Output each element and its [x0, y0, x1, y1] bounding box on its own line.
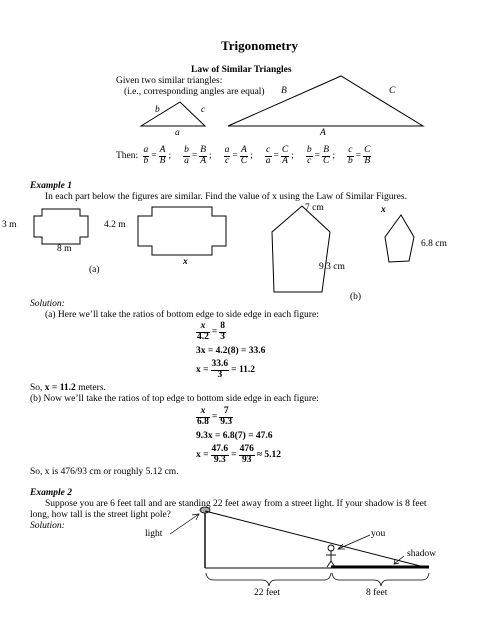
equation-b2: 9.3x = 6.8(7) = 47.6 — [196, 431, 273, 441]
fraction — [265, 146, 272, 167]
equals-sign: = — [355, 151, 362, 162]
example2-line1: Suppose you are 6 feet tall and are standing 22 feet away from a street light. If your shadow is 8 feet — [45, 499, 427, 509]
law-heading: Law of Similar Triangles — [191, 65, 292, 75]
small-b-label: b — [155, 105, 160, 115]
fig-a-bottom: 8 m — [57, 244, 72, 254]
brace-8-feet — [332, 573, 429, 586]
fraction — [239, 445, 255, 466]
equation-a1 — [196, 322, 226, 343]
large-triangle — [228, 76, 423, 126]
small-pentagon — [385, 215, 414, 262]
fraction — [322, 146, 330, 167]
fig-a-tag: (a) — [89, 265, 100, 275]
equals-sign: = — [231, 450, 237, 461]
person-leg-left — [327, 561, 331, 567]
big-b-label: B — [281, 86, 287, 96]
ratio-equation — [183, 145, 214, 166]
separator: ; — [168, 151, 172, 162]
fraction — [196, 322, 210, 343]
equation-rhs: ≈ 5.12 — [256, 450, 282, 461]
fraction — [219, 407, 233, 428]
fig-b-side-right: 6.8 cm — [421, 239, 447, 249]
so-a-suffix: meters. — [75, 383, 106, 393]
you-label: you — [371, 529, 386, 539]
person-head — [328, 545, 334, 551]
ratio-equation — [306, 145, 337, 166]
numerator: C — [364, 145, 371, 155]
equals-sign: = — [191, 151, 198, 162]
street-light-diagram — [170, 507, 429, 586]
denominator: 9.3 — [213, 454, 226, 465]
denominator: 3 — [220, 331, 226, 342]
separator: ; — [332, 151, 335, 162]
so-a-prefix: So, — [30, 383, 45, 393]
numerator: B — [200, 145, 207, 155]
so-b-line: So, x is 476/93 cm or roughly 5.12 cm. — [30, 467, 179, 477]
fraction — [306, 146, 313, 167]
numerator: a — [224, 145, 230, 155]
so-a-line — [30, 383, 106, 393]
small-a-label: a — [175, 128, 180, 138]
law-line2: (i.e., corresponding angles are equal) — [124, 87, 265, 97]
numerator: B — [323, 145, 330, 155]
example2-label: Example 2 — [30, 488, 72, 498]
fraction — [281, 146, 289, 167]
separator: ; — [209, 151, 212, 162]
distance-22-feet: 22 feet — [254, 588, 281, 598]
denominator: 93 — [241, 454, 252, 465]
equation-a3 — [196, 360, 257, 381]
numerator: a — [143, 145, 149, 155]
fraction — [363, 146, 371, 167]
fig-a-left-side: 3 m — [2, 220, 17, 230]
so-a-value: x = 11.2 — [44, 383, 76, 393]
part-a-text: (a) Here we’ll take the ratios of bottom edge to side edge in each figure: — [45, 310, 319, 320]
denominator: c — [224, 155, 230, 166]
denominator: 6.8 — [197, 416, 209, 427]
numerator: b — [306, 145, 312, 155]
shadow-label: shadow — [407, 549, 437, 559]
denominator: B — [159, 155, 166, 166]
small-notched-rectangle — [34, 209, 88, 244]
big-a-label: A — [320, 128, 326, 138]
large-pentagon — [272, 206, 330, 292]
numerator: 47.6 — [211, 444, 229, 454]
large-notched-rectangle — [138, 207, 226, 255]
page-title: Trigonometry — [221, 38, 299, 53]
fig-a-x: x — [183, 257, 188, 267]
denominator: C — [322, 155, 330, 166]
denominator: a — [265, 155, 271, 166]
fraction — [347, 146, 354, 167]
you-arrow — [338, 535, 370, 549]
fraction — [211, 360, 230, 381]
numerator: A — [159, 145, 166, 155]
equation-b1 — [196, 407, 233, 428]
then-row — [116, 146, 385, 167]
denominator: C — [240, 155, 248, 166]
fig-a-right-side: 4.2 m — [104, 220, 126, 230]
equals-sign: = — [232, 151, 238, 162]
light-label: light — [145, 529, 163, 539]
fig-b-x: x — [381, 205, 386, 215]
numerator: c — [348, 145, 353, 155]
ratio-equation — [265, 145, 296, 166]
separator: ; — [250, 151, 253, 162]
numerator: 476 — [239, 444, 254, 454]
fig-b-tag: (b) — [350, 292, 362, 302]
equation-lhs: x = — [196, 450, 209, 461]
example2-solution-label: Solution: — [30, 521, 65, 531]
equals-sign: = — [314, 151, 320, 162]
numerator: 8 — [220, 321, 226, 331]
example2-line2: long, how tall is the street light pole? — [30, 510, 171, 520]
numerator: C — [281, 145, 289, 155]
fraction — [183, 146, 190, 167]
then-label: Then: — [116, 151, 139, 162]
equation-lhs: x = — [196, 365, 209, 376]
part-b-text: (b) Now we’ll take the ratios of top edge to bottom side edge in each figure: — [30, 394, 319, 404]
fraction — [240, 146, 248, 167]
fig-b-side-left: 9.3 cm — [319, 262, 345, 272]
ratio-equation — [224, 145, 255, 166]
ratio-equation — [347, 145, 375, 166]
numerator: b — [184, 145, 189, 155]
example1-intro: In each part below the figures are similar. Find the value of x using the Law of Similar Figures. — [45, 192, 407, 202]
fraction — [219, 322, 226, 343]
fraction — [211, 445, 230, 466]
denominator: c — [307, 155, 312, 166]
denominator: a — [184, 155, 189, 166]
ratio-equation — [143, 145, 174, 166]
numerator: A — [241, 145, 247, 155]
ratio-list — [143, 145, 386, 166]
numerator: x — [196, 322, 210, 333]
denominator: b — [143, 155, 149, 166]
numerator: c — [266, 145, 271, 155]
fraction — [143, 146, 150, 167]
equals-sign: = — [151, 151, 157, 162]
equals-sign: = — [211, 412, 218, 423]
law-line1: Given two similar triangles: — [116, 76, 223, 86]
small-c-label: c — [201, 105, 206, 115]
separator: ; — [291, 151, 294, 162]
numerator: 33.6 — [211, 359, 229, 369]
light-ray — [205, 511, 428, 568]
small-triangle — [141, 102, 205, 126]
fraction — [224, 146, 231, 167]
denominator: b — [347, 155, 353, 166]
example1-label: Example 1 — [30, 181, 72, 191]
equation-b3 — [196, 445, 283, 466]
equation-rhs: = 11.2 — [231, 365, 256, 376]
light-arrow — [170, 514, 199, 534]
denominator: 4.2 — [197, 331, 209, 342]
numerator: x — [196, 407, 210, 418]
equation-a2: 3x = 4.2(8) = 33.6 — [196, 346, 266, 356]
equals-sign: = — [273, 151, 279, 162]
equals-sign: = — [211, 327, 218, 338]
fraction — [159, 146, 167, 167]
big-c-label: C — [389, 86, 396, 96]
denominator: 9.3 — [220, 416, 233, 427]
denominator: 3 — [217, 369, 223, 380]
numerator: 7 — [219, 407, 233, 418]
denominator: A — [200, 155, 207, 166]
fraction — [196, 407, 210, 428]
fraction — [199, 146, 207, 167]
solution-label: Solution: — [30, 299, 65, 309]
denominator: B — [364, 155, 371, 166]
denominator: A — [282, 155, 288, 166]
fig-b-top-left: 7 cm — [305, 203, 324, 213]
brace-22-feet — [206, 573, 331, 586]
distance-8-feet: 8 feet — [366, 588, 388, 598]
